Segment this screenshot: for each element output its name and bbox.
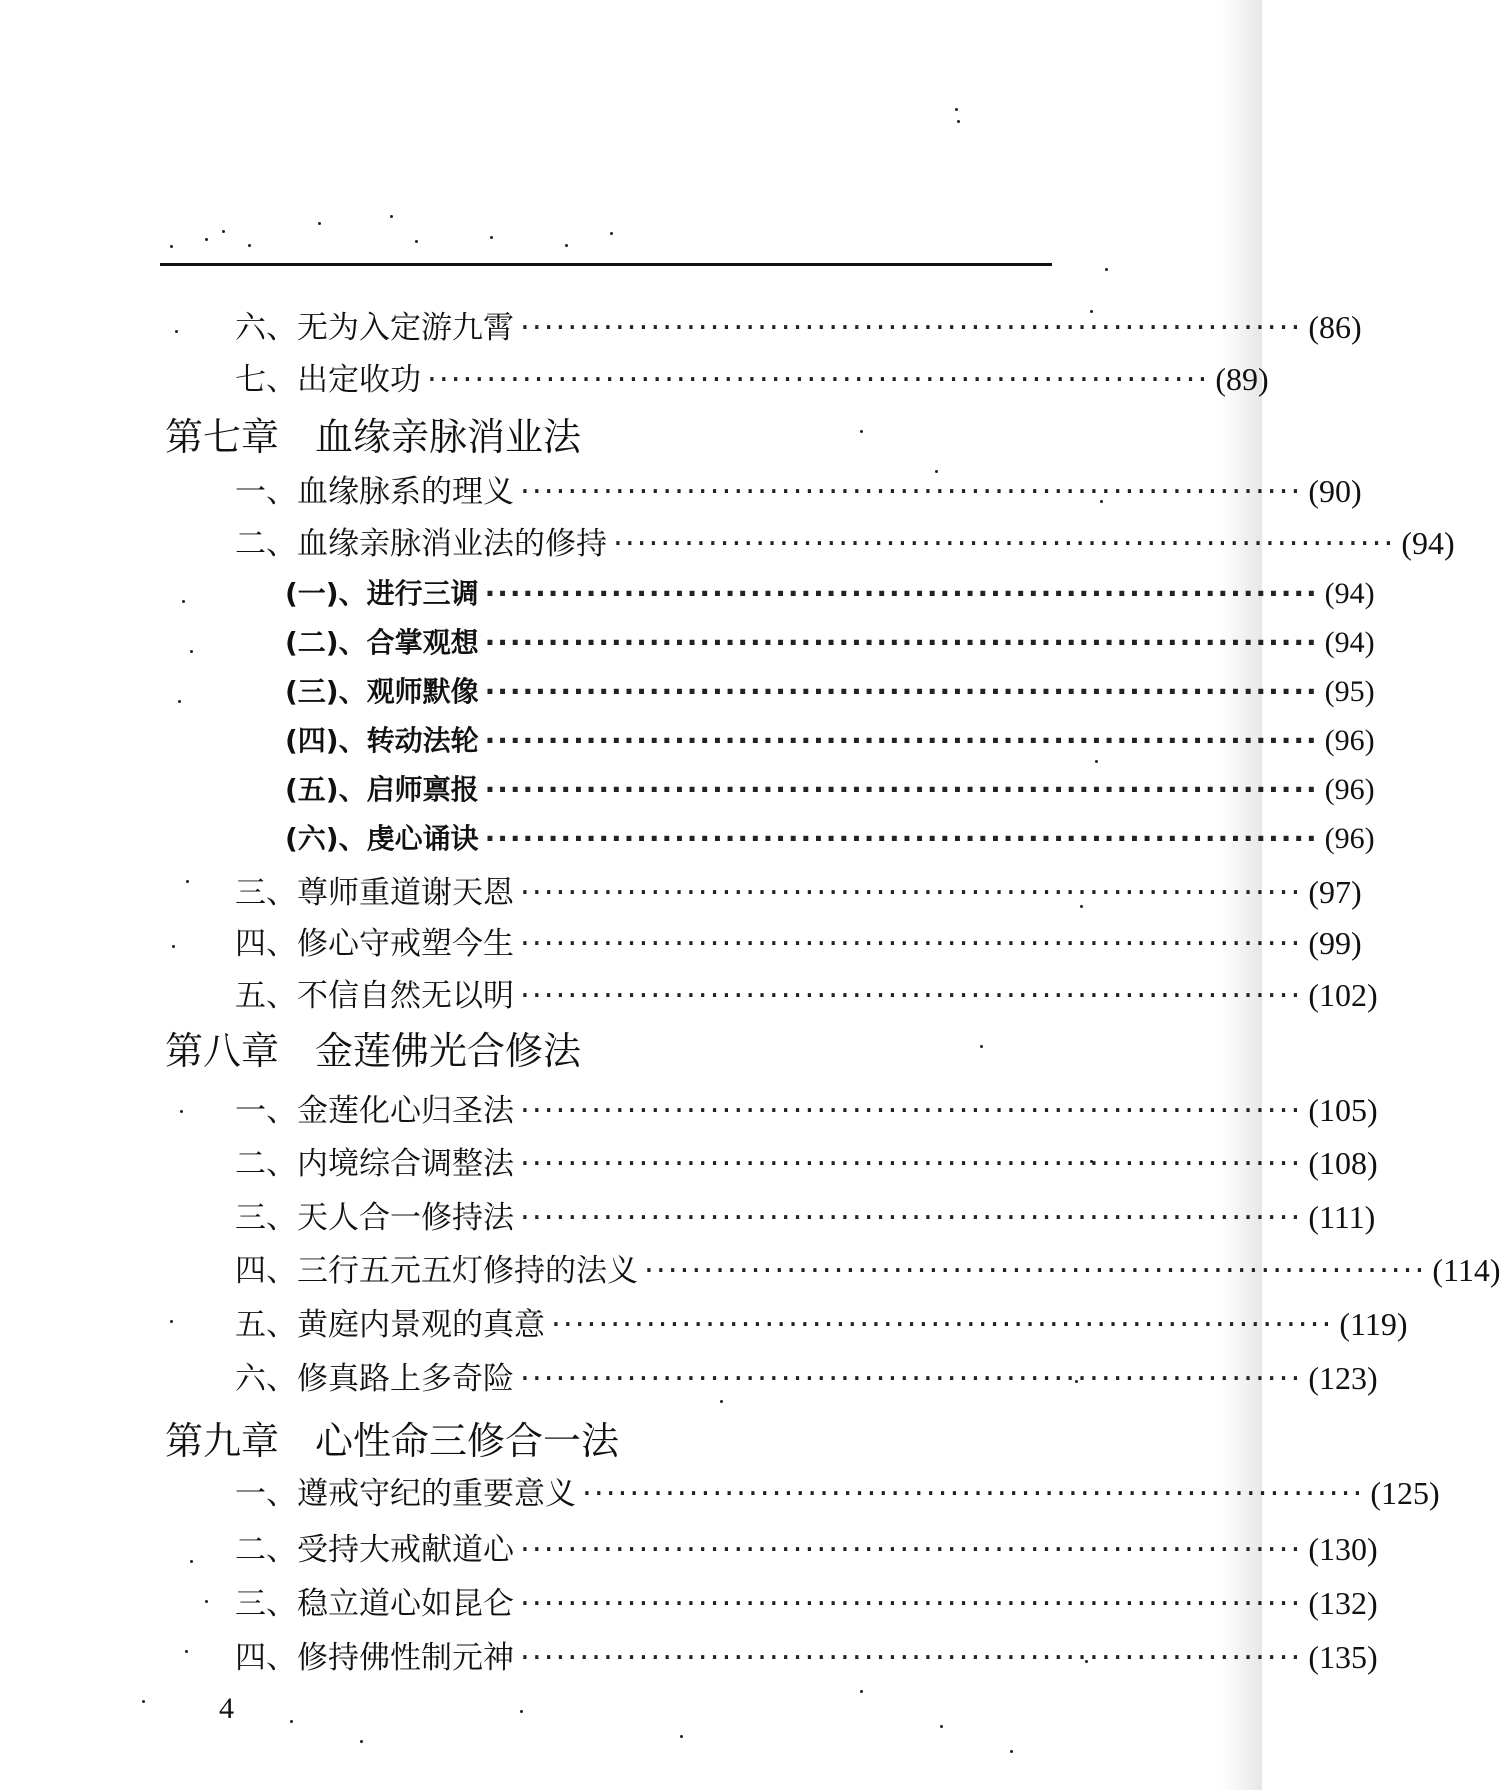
- toc-entry-page: (94): [1324, 577, 1375, 610]
- chapter-number: 第八章: [165, 1029, 280, 1073]
- toc-entry-label: 三、天人合一修持法: [235, 1200, 514, 1236]
- toc-entry-label: (四)、转动法轮: [285, 724, 479, 757]
- toc-entry: [235, 918, 1362, 962]
- toc-entry-label: (三)、观师默像: [285, 675, 479, 708]
- toc-entry-label: 二、内境综合调整法: [235, 1146, 514, 1182]
- toc-entry-page: (96): [1324, 773, 1375, 806]
- toc-entry: [235, 970, 1378, 1014]
- leader-dots: ··································································: [520, 926, 1303, 962]
- toc-subentry: [285, 670, 1375, 710]
- leader-dots: ··································································: [520, 310, 1303, 346]
- toc-entry-label: (五)、启师禀报: [285, 773, 479, 806]
- toc-entry-label: 四、修心守戒塑今生: [235, 926, 514, 962]
- leader-dots: ··································································: [484, 822, 1319, 855]
- toc-entry-label: 六、修真路上多奇险: [235, 1361, 514, 1397]
- toc-entry-page: (94): [1324, 626, 1375, 659]
- toc-entry-page: (108): [1308, 1145, 1378, 1181]
- toc-entry-page: (97): [1308, 874, 1362, 910]
- leader-dots: ··································································: [520, 1200, 1303, 1236]
- toc-subentry: [285, 621, 1375, 661]
- toc-entry-label: 五、不信自然无以明: [235, 978, 514, 1014]
- toc-entry: [235, 1468, 1440, 1512]
- toc-entry-page: (111): [1308, 1199, 1376, 1235]
- toc-entry: [235, 1578, 1378, 1622]
- toc-entry: [235, 1524, 1378, 1568]
- leader-dots: ··································································: [484, 724, 1319, 757]
- toc-entry-page: (95): [1324, 675, 1375, 708]
- toc-entry: [235, 1632, 1378, 1676]
- toc-entry-page: (89): [1215, 361, 1269, 397]
- chapter-heading: [165, 1020, 581, 1075]
- leader-dots: ··································································: [551, 1307, 1334, 1343]
- leader-dots: ··································································: [427, 362, 1210, 398]
- toc-entry: [235, 518, 1455, 562]
- leader-dots: ··································································: [484, 577, 1319, 610]
- toc-entry-label: 五、黄庭内景观的真意: [235, 1307, 545, 1343]
- toc-entry-page: (132): [1308, 1585, 1378, 1621]
- leader-dots: ··································································: [520, 978, 1303, 1014]
- toc-entry: [235, 302, 1362, 346]
- leader-dots: ··································································: [644, 1253, 1427, 1289]
- toc-entry-label: (一)、进行三调: [285, 577, 479, 610]
- leader-dots: ··································································: [520, 1361, 1303, 1397]
- toc-subentry: [285, 572, 1375, 612]
- leader-dots: ··································································: [484, 675, 1319, 708]
- leader-dots: ··································································: [520, 474, 1303, 510]
- toc-entry: [235, 1085, 1378, 1129]
- chapter-heading: [165, 1410, 619, 1465]
- leader-dots: ··································································: [484, 773, 1319, 806]
- header-rule: [160, 263, 1052, 266]
- toc-entry: [235, 867, 1362, 911]
- leader-dots: ··································································: [582, 1476, 1365, 1512]
- chapter-title: 心性命三修合一法: [315, 1419, 620, 1463]
- toc-entry-label: 一、遵戒守纪的重要意义: [235, 1476, 576, 1512]
- leader-dots: ··································································: [484, 626, 1319, 659]
- toc-subentry: [285, 768, 1375, 808]
- chapter-number: 第九章: [165, 1419, 280, 1463]
- leader-dots: ··································································: [520, 1586, 1303, 1622]
- toc-entry-page: (99): [1308, 925, 1362, 961]
- toc-entry-page: (130): [1308, 1531, 1378, 1567]
- toc-entry-label: (六)、虔心诵诀: [285, 822, 479, 855]
- leader-dots: ··································································: [520, 1146, 1303, 1182]
- toc-entry-label: 四、三行五元五灯修持的法义: [235, 1253, 638, 1289]
- toc-entry-page: (123): [1308, 1360, 1378, 1396]
- toc-entry-label: 二、血缘亲脉消业法的修持: [235, 526, 607, 562]
- leader-dots: ··································································: [520, 1640, 1303, 1676]
- toc-entry: [235, 1192, 1376, 1236]
- toc-entry-page: (90): [1308, 473, 1362, 509]
- toc-entry-label: (二)、合掌观想: [285, 626, 479, 659]
- leader-dots: ··································································: [613, 526, 1396, 562]
- toc-entry-label: 七、出定收功: [235, 362, 421, 398]
- toc-entry-page: (86): [1308, 309, 1362, 345]
- leader-dots: ··································································: [520, 1532, 1303, 1568]
- toc-entry-page: (94): [1401, 525, 1455, 561]
- page-number: 4: [219, 1692, 234, 1725]
- chapter-number: 第七章: [165, 415, 280, 459]
- toc-entry-page: (125): [1370, 1475, 1440, 1511]
- toc-entry-label: 一、血缘脉系的理义: [235, 474, 514, 510]
- toc-entry-label: 三、稳立道心如昆仑: [235, 1586, 514, 1622]
- toc-entry: [235, 1245, 1501, 1289]
- toc-entry-label: 四、修持佛性制元神: [235, 1640, 514, 1676]
- toc-entry: [235, 1353, 1378, 1397]
- toc-entry-label: 一、金莲化心归圣法: [235, 1093, 514, 1129]
- toc-entry-page: (96): [1324, 822, 1375, 855]
- chapter-title: 血缘亲脉消业法: [315, 415, 582, 459]
- chapter-heading: [165, 406, 581, 461]
- toc-entry: [235, 466, 1362, 510]
- leader-dots: ··································································: [520, 875, 1303, 911]
- toc-entry: [235, 1138, 1378, 1182]
- toc-entry-label: 六、无为入定游九霄: [235, 310, 514, 346]
- toc-entry: [235, 1299, 1408, 1343]
- chapter-title: 金莲佛光合修法: [315, 1029, 582, 1073]
- toc-entry-page: (105): [1308, 1092, 1378, 1128]
- toc-entry-label: 二、受持大戒献道心: [235, 1532, 514, 1568]
- toc-entry-page: (96): [1324, 724, 1375, 757]
- toc-entry-page: (102): [1308, 977, 1378, 1013]
- toc-entry-page: (119): [1339, 1306, 1408, 1342]
- toc-entry: [235, 354, 1269, 398]
- toc-entry-page: (135): [1308, 1639, 1378, 1675]
- toc-subentry: [285, 817, 1375, 857]
- toc-entry-label: 三、尊师重道谢天恩: [235, 875, 514, 911]
- toc-entry-page: (114): [1432, 1252, 1501, 1288]
- toc-subentry: [285, 719, 1375, 759]
- leader-dots: ··································································: [520, 1093, 1303, 1129]
